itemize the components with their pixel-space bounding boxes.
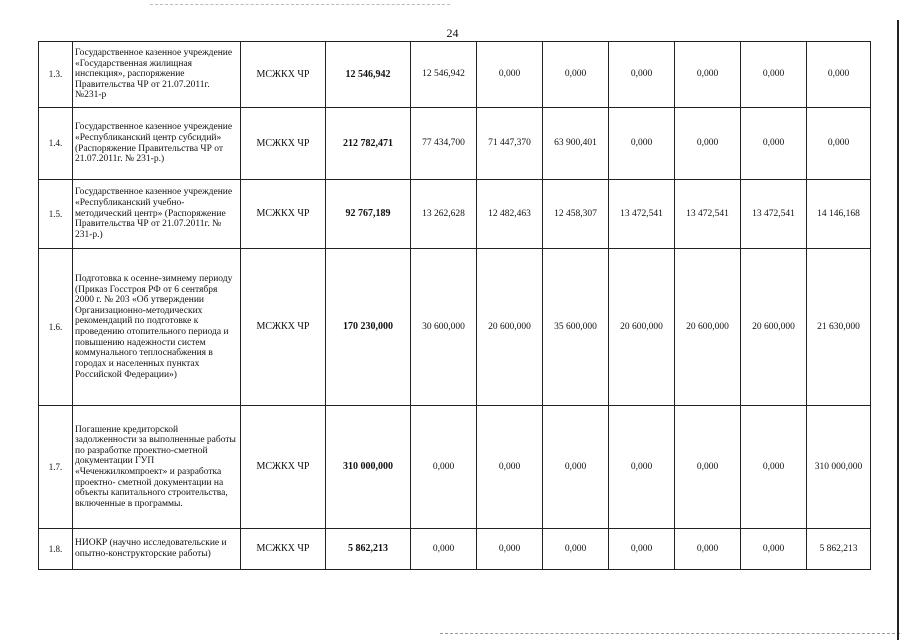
row-executor: МСЖКХ ЧР xyxy=(241,529,326,570)
row-value: 12 482,463 xyxy=(477,180,543,249)
row-name: Государственное казенное учреждение «Государственная жилищная инспекция», распоряжение Правительства ЧР от 21.07.2011г. №231-р xyxy=(73,42,241,108)
page-edge-shadow xyxy=(897,20,899,640)
row-executor: МСЖКХ ЧР xyxy=(241,249,326,406)
page-number: 24 xyxy=(446,26,459,40)
row-value: 0,000 xyxy=(543,42,609,108)
row-total: 212 782,471 xyxy=(326,108,411,180)
row-value: 0,000 xyxy=(741,529,807,570)
row-value: 0,000 xyxy=(543,529,609,570)
row-value: 35 600,000 xyxy=(543,249,609,406)
row-total: 5 862,213 xyxy=(326,529,411,570)
row-value: 20 600,000 xyxy=(741,249,807,406)
scan-artifact-top xyxy=(150,4,450,5)
row-value: 0,000 xyxy=(675,529,741,570)
row-value: 0,000 xyxy=(675,406,741,529)
row-value: 0,000 xyxy=(741,406,807,529)
row-value: 0,000 xyxy=(807,42,871,108)
row-value: 13 262,628 xyxy=(411,180,477,249)
budget-table xyxy=(38,41,871,570)
row-value: 0,000 xyxy=(411,529,477,570)
row-name: НИОКР (научно исследовательские и опытно-конструкторские работы) xyxy=(73,529,241,570)
row-value: 0,000 xyxy=(609,42,675,108)
row-value: 0,000 xyxy=(675,108,741,180)
row-name: Подготовка к осенне-зимнему периоду (Приказ Госстроя РФ от 6 сентября 2000 г. № 203 «Об утверждении Организационно-методических рекомендаций по подготовке к проведению отопительного периода и повышению надежности систем коммунального теплоснабжения в городах и населенных пунктах Российской Федерации») xyxy=(73,249,241,406)
row-name: Государственное казенное учреждение «Республиканский центр субсидий» (Распоряжение Правительства ЧР от 21.07.2011г. № 231-р.) xyxy=(73,108,241,180)
row-executor: МСЖКХ ЧР xyxy=(241,406,326,529)
row-value: 0,000 xyxy=(609,108,675,180)
row-value: 0,000 xyxy=(807,108,871,180)
row-executor: МСЖКХ ЧР xyxy=(241,108,326,180)
row-value: 20 600,000 xyxy=(675,249,741,406)
table-row xyxy=(39,249,871,406)
row-value: 310 000,000 xyxy=(807,406,871,529)
table-row xyxy=(39,42,871,108)
row-value: 77 434,700 xyxy=(411,108,477,180)
row-total: 310 000,000 xyxy=(326,406,411,529)
row-value: 30 600,000 xyxy=(411,249,477,406)
row-number: 1.5. xyxy=(39,180,73,249)
row-number: 1.4. xyxy=(39,108,73,180)
row-value: 0,000 xyxy=(675,42,741,108)
row-name: Государственное казенное учреждение «Республиканский учебно-методический центр» (Распоряжение Правительства ЧР от 21.07.2011г. № 231-р.) xyxy=(73,180,241,249)
row-value: 0,000 xyxy=(741,42,807,108)
row-total: 170 230,000 xyxy=(326,249,411,406)
row-value: 13 472,541 xyxy=(741,180,807,249)
row-value: 5 862,213 xyxy=(807,529,871,570)
row-number: 1.8. xyxy=(39,529,73,570)
row-value: 21 630,000 xyxy=(807,249,871,406)
row-value: 0,000 xyxy=(477,406,543,529)
row-total: 12 546,942 xyxy=(326,42,411,108)
row-value: 14 146,168 xyxy=(807,180,871,249)
row-name: Погашение кредиторской задолженности за выполненные работы по разработке проектно-сметной документации ГУП «Чеченжилкомпроект» и разработка проектно- сметной документации на объекты капитального строительства, включенные в программы. xyxy=(73,406,241,529)
row-number: 1.3. xyxy=(39,42,73,108)
row-executor: МСЖКХ ЧР xyxy=(241,180,326,249)
row-value: 0,000 xyxy=(609,529,675,570)
row-value: 0,000 xyxy=(609,406,675,529)
row-value: 0,000 xyxy=(411,406,477,529)
row-number: 1.6. xyxy=(39,249,73,406)
row-value: 0,000 xyxy=(543,406,609,529)
row-value: 20 600,000 xyxy=(477,249,543,406)
row-value: 0,000 xyxy=(477,529,543,570)
row-value: 13 472,541 xyxy=(609,180,675,249)
table-body xyxy=(39,42,871,570)
row-value: 0,000 xyxy=(477,42,543,108)
row-value: 12 546,942 xyxy=(411,42,477,108)
row-value: 13 472,541 xyxy=(675,180,741,249)
row-value: 63 900,401 xyxy=(543,108,609,180)
row-number: 1.7. xyxy=(39,406,73,529)
row-value: 20 600,000 xyxy=(609,249,675,406)
row-total: 92 767,189 xyxy=(326,180,411,249)
table-row xyxy=(39,180,871,249)
table-row xyxy=(39,108,871,180)
row-value: 12 458,307 xyxy=(543,180,609,249)
row-value: 0,000 xyxy=(741,108,807,180)
table-row xyxy=(39,529,871,570)
table-row xyxy=(39,406,871,529)
row-value: 71 447,370 xyxy=(477,108,543,180)
row-executor: МСЖКХ ЧР xyxy=(241,42,326,108)
scan-artifact-bottom xyxy=(440,633,900,634)
